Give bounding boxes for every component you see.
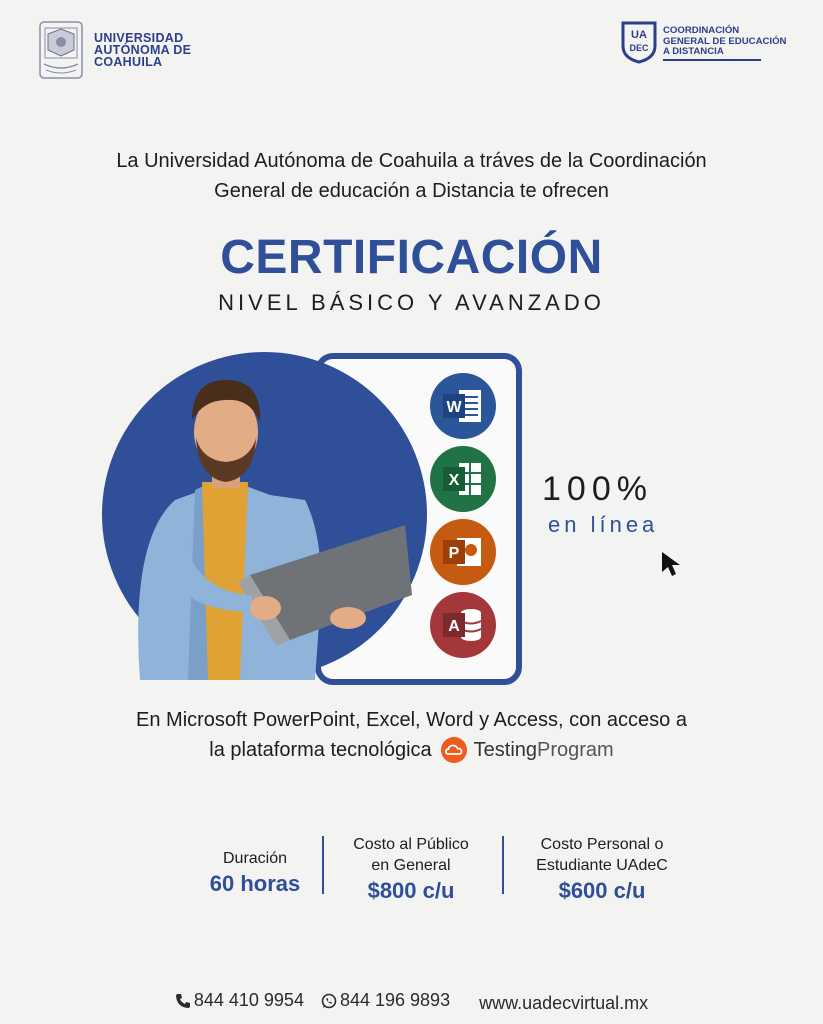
hero-graphic	[100, 350, 525, 680]
platform-main: Testing	[473, 739, 538, 761]
duration-info	[200, 848, 310, 897]
whatsapp-contact[interactable]	[321, 990, 450, 1011]
personal-cost-label-line: Costo Personal o	[540, 836, 664, 853]
contact-footer	[40, 990, 783, 1014]
page-subtitle: NIVEL BÁSICO Y AVANZADO	[218, 290, 605, 315]
word-icon	[429, 372, 497, 440]
description-line: la plataforma tecnológica	[209, 739, 432, 761]
info-divider	[502, 836, 504, 894]
intro-text	[40, 146, 783, 206]
whatsapp-number: 844 196 9893	[339, 990, 451, 1010]
personal-cost-label-line: Estudiante UAdeC	[536, 857, 668, 874]
svg-text:DEC: DEC	[629, 43, 649, 53]
svg-text:A: A	[448, 618, 460, 635]
online-percentage: 100%	[542, 470, 653, 508]
duration-label: Duración	[222, 850, 288, 867]
phone-number: 844 410 9954	[193, 990, 304, 1010]
public-cost-label	[336, 834, 486, 876]
intro-line: La Universidad Autónoma de Coahuila a tráves de la Coordinación	[116, 150, 707, 172]
intro-line: General de educación a Distancia te ofrecen	[214, 180, 609, 202]
personal-cost-value: $600 c/u	[558, 878, 646, 903]
cged-logo	[620, 20, 805, 70]
cloud-icon	[440, 736, 468, 764]
website-link[interactable]: www.uadecvirtual.mx	[479, 992, 649, 1013]
personal-cost-info	[520, 834, 684, 904]
cged-name-line: GENERAL DE EDUCACIÓN	[663, 35, 787, 47]
svg-text:P: P	[448, 545, 460, 562]
phone-contact[interactable]	[175, 990, 304, 1011]
cged-name-line: A DISTANCIA	[663, 46, 724, 57]
cursor-icon	[660, 550, 686, 578]
university-logo	[36, 20, 196, 80]
svg-text:UA: UA	[631, 29, 647, 41]
public-cost-label-line: en General	[371, 857, 451, 874]
svg-text:X: X	[448, 472, 460, 489]
platform-sub: Program	[537, 739, 614, 761]
public-cost-info	[336, 834, 486, 904]
description-line: En Microsoft PowerPoint, Excel, Word y Access, con acceso a	[136, 709, 687, 731]
whatsapp-icon	[321, 993, 337, 1009]
excel-icon	[429, 445, 497, 513]
personal-cost-label	[520, 834, 684, 876]
page-title: CERTIFICACIÓN	[220, 231, 603, 284]
cged-name-line: COORDINACIÓN	[663, 25, 740, 36]
university-name-line: UNIVERSIDAD	[94, 31, 184, 45]
course-description	[40, 705, 783, 765]
uadec-shield-icon	[620, 20, 658, 64]
description-line-2	[209, 735, 613, 765]
powerpoint-icon	[429, 518, 497, 586]
university-name	[94, 32, 191, 68]
access-icon	[429, 591, 497, 659]
university-name-line: AUTÓNOMA DE	[94, 43, 192, 57]
duration-value: 60 horas	[209, 871, 301, 896]
university-seal-icon	[36, 20, 86, 80]
public-cost-label-line: Costo al Público	[353, 836, 469, 853]
cged-underline	[663, 59, 761, 61]
cged-name	[663, 26, 787, 58]
info-divider	[322, 836, 324, 894]
online-label: en línea	[548, 512, 659, 537]
public-cost-value: $800 c/u	[367, 878, 455, 903]
testing-program-logo	[440, 735, 614, 765]
university-name-line: COAHUILA	[94, 55, 163, 69]
svg-text:W: W	[446, 399, 462, 416]
testing-program-name	[474, 735, 614, 765]
phone-icon	[175, 993, 191, 1009]
